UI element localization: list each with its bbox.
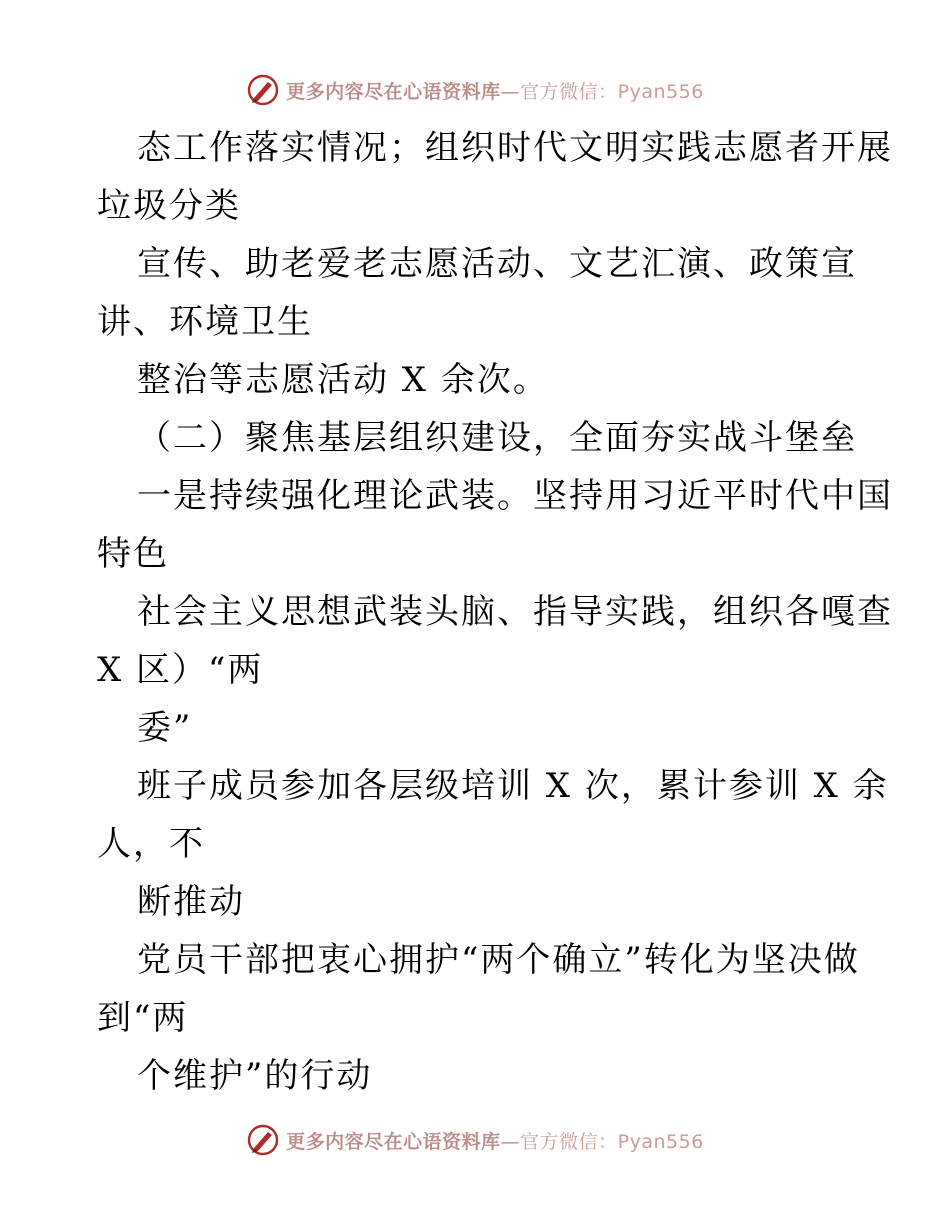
watermark-text (286, 77, 704, 104)
watermark-text (286, 1127, 704, 1154)
text-line: 社会主义思想武装头脑、指导实践，组织各嘎查 (137, 592, 893, 632)
text-line: X 区）“两 (97, 650, 264, 690)
text-line: 个维护”的行动 (137, 1056, 373, 1096)
watermark-suffix: 官方微信：Pyan556 (520, 1130, 704, 1153)
text-line: 态工作落实情况；组织时代文明实践志愿者开展 (137, 128, 893, 168)
text-line: 整治等志愿活动 X 余次。 (137, 360, 549, 400)
text-line: 讲、环境卫生 (97, 302, 313, 342)
text-line: 断推动 (137, 882, 245, 922)
text-line: 党员干部把衷心拥护“两个确立”转化为坚决做 (137, 940, 860, 980)
text-line: 到“两 (97, 998, 189, 1038)
text-line: 特色 (97, 534, 169, 574)
section-heading: （二）聚焦基层组织建设，全面夯实战斗堡垒 (137, 418, 857, 458)
text-line: 一是持续强化理论武装。坚持用习近平时代中国 (137, 476, 893, 516)
text-line: 委” (137, 708, 193, 748)
watermark-banner-top (0, 70, 950, 110)
watermark-banner-bottom (0, 1120, 950, 1160)
pen-logo-icon (246, 1123, 280, 1157)
text-line: 垃圾分类 (97, 186, 241, 226)
watermark-separator: — (500, 1130, 521, 1153)
watermark-prefix: 更多内容尽在心语资料库 (286, 1130, 501, 1153)
text-line: 人，不 (97, 824, 205, 864)
text-line: 宣传、助老爱老志愿活动、文艺汇演、政策宣 (137, 244, 857, 284)
pen-logo-icon (246, 73, 280, 107)
watermark-suffix: 官方微信：Pyan556 (520, 80, 704, 103)
watermark-prefix: 更多内容尽在心语资料库 (286, 80, 501, 103)
text-line: 班子成员参加各层级培训 X 次，累计参训 X 余 (137, 766, 889, 806)
watermark-separator: — (500, 80, 521, 103)
